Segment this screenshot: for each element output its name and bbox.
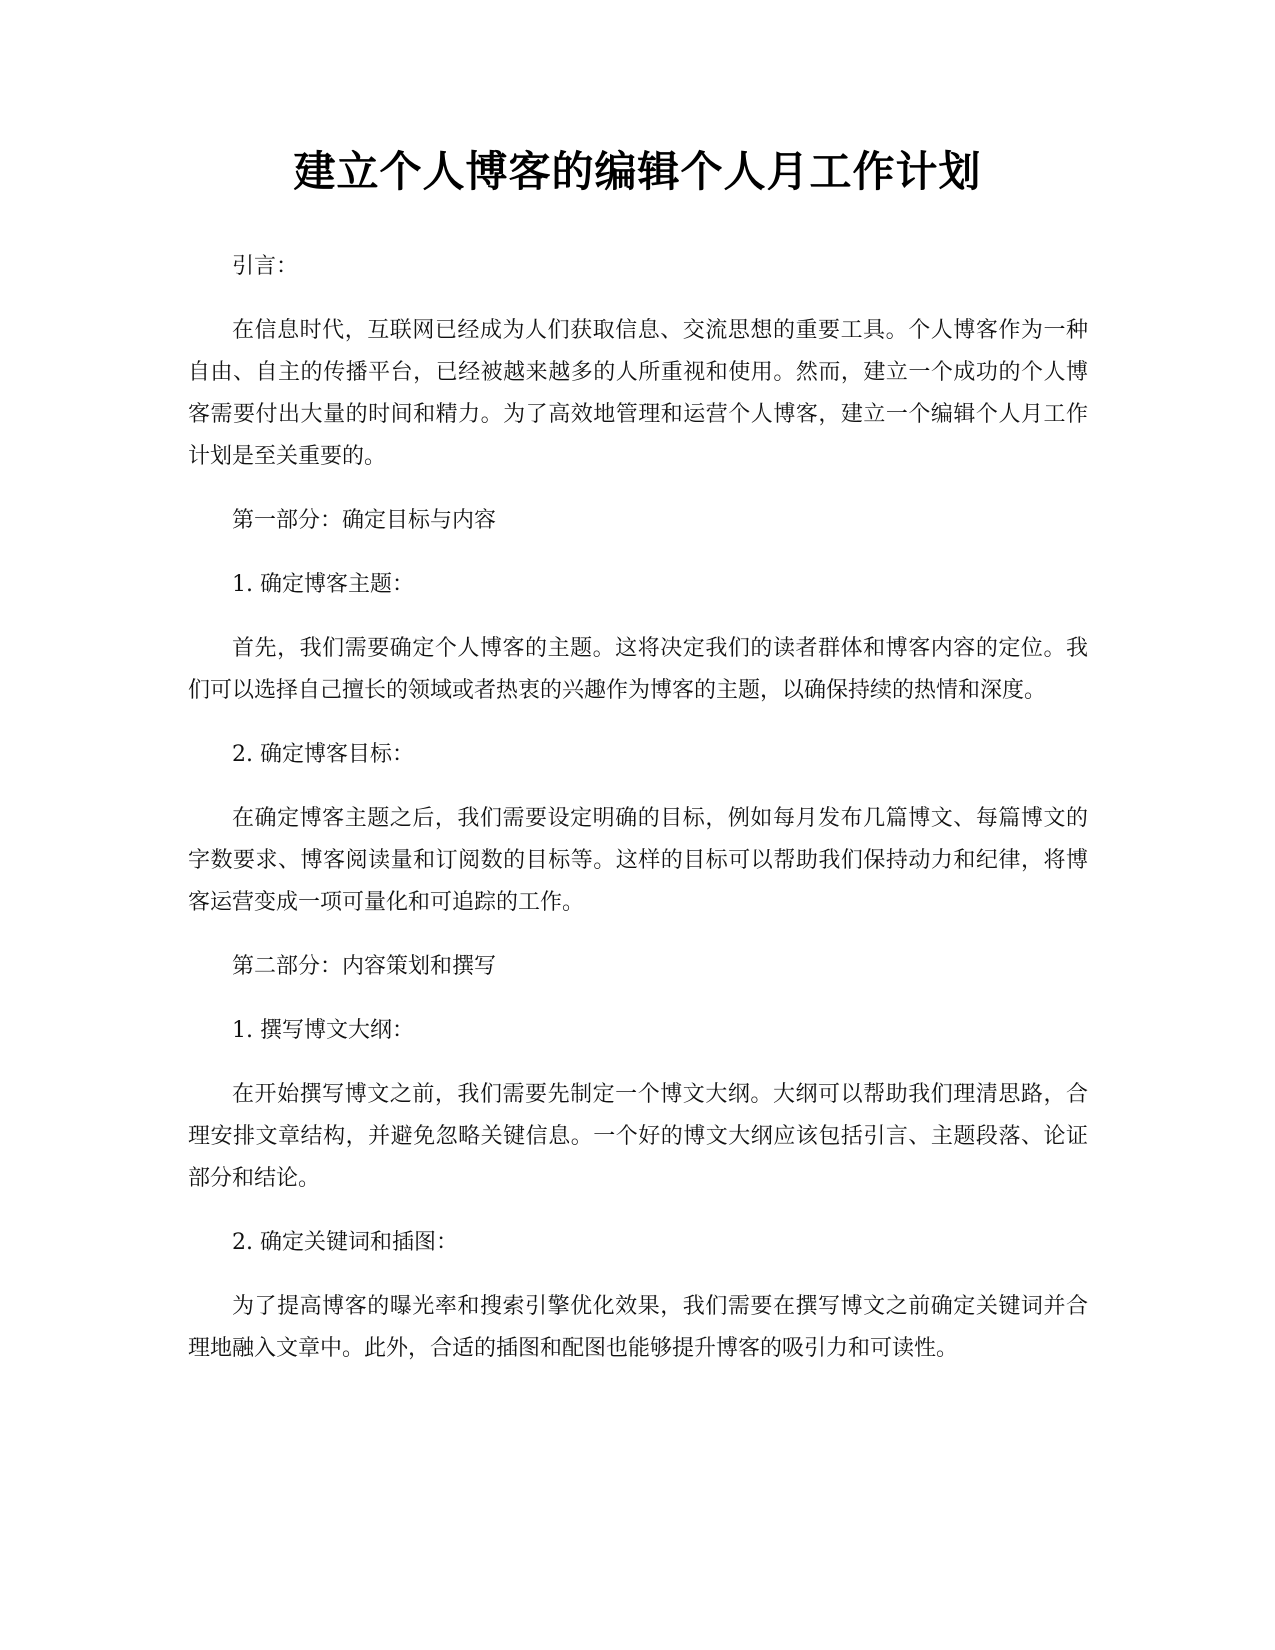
subheading-blog-theme: 1. 确定博客主题： <box>232 572 414 597</box>
paragraph-outline: 在开始撰写博文之前，我们需要先制定一个博文大纲。大纲可以帮助我们理清思路，合理安排文章结构，并避免忽略关键信息。一个好的博文大纲应该包括引言、主题段落、论证部分和结论。 <box>188 1082 1088 1191</box>
paragraph-blog-goals: 在确定博客主题之后，我们需要设定明确的目标，例如每月发布几篇博文、每篇博文的字数要求、博客阅读量和订阅数的目标等。这样的目标可以帮助我们保持动力和纪律，将博客运营变成一项可量化和可追踪的工作。 <box>188 806 1088 915</box>
document-body <box>188 246 1088 1370</box>
section-1-heading: 第一部分：确定目标与内容 <box>232 508 497 533</box>
intro-paragraph: 在信息时代，互联网已经成为人们获取信息、交流思想的重要工具。个人博客作为一种自由、自主的传播平台，已经被越来越多的人所重视和使用。然而，建立一个成功的个人博客需要付出大量的时间和精力。为了高效地管理和运营个人博客，建立一个编辑个人月工作计划是至关重要的。 <box>188 318 1088 469</box>
document-title: 建立个人博客的编辑个人月工作计划 <box>293 147 982 196</box>
subheading-keywords: 2. 确定关键词和插图： <box>232 1230 458 1255</box>
section-2-heading: 第二部分：内容策划和撰写 <box>232 954 497 979</box>
paragraph-keywords: 为了提高博客的曝光率和搜索引擎优化效果，我们需要在撰写博文之前确定关键词并合理地融入文章中。此外，合适的插图和配图也能够提升博客的吸引力和可读性。 <box>188 1294 1088 1361</box>
paragraph-blog-theme: 首先，我们需要确定个人博客的主题。这将决定我们的读者群体和博客内容的定位。我们可以选择自己擅长的领域或者热衷的兴趣作为博客的主题，以确保持续的热情和深度。 <box>188 636 1088 703</box>
subheading-outline: 1. 撰写博文大纲： <box>232 1018 414 1043</box>
subheading-blog-goals: 2. 确定博客目标： <box>232 742 414 767</box>
intro-heading: 引言： <box>232 254 299 279</box>
